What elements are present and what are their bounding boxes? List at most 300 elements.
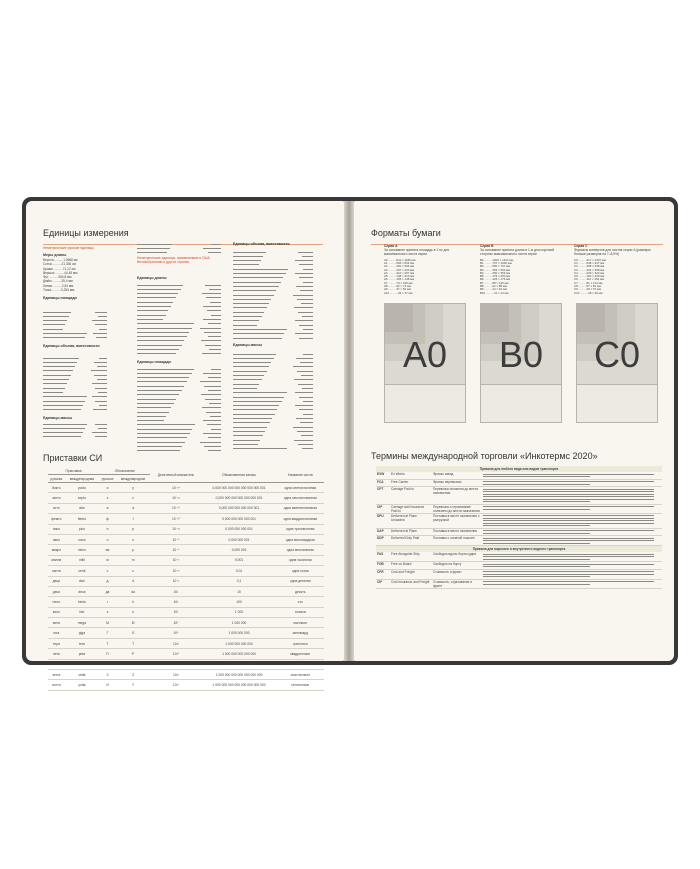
si-cell: с [99,566,116,576]
si-cell: G [116,628,151,638]
diagram-c0-label: C0 [593,334,641,375]
si-cell: 10⁹ [150,628,201,638]
si-cell: одна десятая [277,576,324,586]
si-cell: exa [65,659,99,669]
incoterms-en: Delivered at Place Unloaded [390,513,432,528]
series-description: За основание принята площадь в 1 м² для максимального листа серии [384,248,450,257]
si-cell: 10⁻¹⁸ [150,503,201,513]
si-cell: 10¹⁵ [150,649,201,659]
si-cell: пета [48,649,65,659]
series-size-row: B6 ..........125 × 176 мм [480,278,511,282]
si-cell: 10⁻² [150,566,201,576]
si-cell: 0,000 000 000 000 000 000 000 001 [202,483,277,493]
series-size-row: A6 ..........105 × 148 мм [384,278,415,282]
si-cell: f [116,514,151,524]
si-cell: 0,000 000 000 000 000 001 [202,503,277,513]
mass-heading: Единицы массы [43,416,73,420]
si-cell: milli [65,555,99,565]
series-size-row: C3 ..........324 × 458 мм [574,268,605,272]
series-size-row: C0 ..........917 × 1297 мм [574,258,606,262]
si-cell: giga [65,628,99,638]
col3-volume-heading: Единицы объема, вместимости [233,242,290,246]
si-cell: m [116,555,151,565]
series-name: Серия C [574,244,588,248]
units-title: Единицы измерения [43,228,129,238]
si-cell: М [99,618,116,628]
si-row [48,514,324,524]
si-cell: квадриллион [277,649,324,659]
series-size-row: B9 ..........44 × 62 мм [480,288,507,292]
si-cell: k [116,607,151,617]
si-cell: 10² [150,597,201,607]
si-subheader-russian-symbol: русское [99,475,116,483]
si-cell: гекто [48,597,65,607]
si-cell: 0,000 000 000 000 000 000 001 [202,493,277,503]
col3-mass-heading: Единицы массы [233,343,263,347]
fine-print-line [233,447,313,451]
incoterms-en: Ex Works [390,472,432,479]
incoterms-en: Free Carrier [390,479,432,487]
si-subheader-russian: русская [48,475,65,483]
series-size-row: B10 ..........31 × 44 мм [480,291,509,295]
si-cell: da [116,586,151,596]
si-row [48,534,324,544]
si-cell: E [116,659,151,669]
si-cell: ф [99,514,116,524]
si-cell: T [116,638,151,648]
si-cell: деци [48,576,65,586]
si-row [48,680,324,690]
si-cell: 10⁻³ [150,555,201,565]
si-cell: 10⁻²¹ [150,493,201,503]
incoterms-row [376,487,662,505]
series-size-row: A10 ..........26 × 37 мм [384,291,413,295]
incoterms-code: FAS [376,552,390,562]
si-header-number-name: Название числа [277,467,324,483]
si-cell: Г [99,628,116,638]
incoterms-description [482,479,662,487]
si-cell: 10⁻²⁴ [150,483,201,493]
si-row [48,493,324,503]
si-cell: десять [277,586,324,596]
si-cell: мк [99,545,116,555]
si-cell: peta [65,649,99,659]
si-cell: n [116,534,151,544]
si-cell: y [116,483,151,493]
incoterms-row [376,504,662,513]
si-cell: 10⁶ [150,618,201,628]
si-cell: mega [65,618,99,628]
si-cell: одна триллионная [277,524,324,534]
si-cell: зепто [48,493,65,503]
series-size-row: C7 ..........81 × 114 мм [574,281,603,285]
si-row [48,524,324,534]
si-cell: одна тысячная [277,555,324,565]
incoterms-row [376,536,662,546]
incoterms-description [482,487,662,505]
si-cell: з [99,493,116,503]
si-cell: г [99,597,116,607]
col3-mass-table [233,352,313,451]
series-a-block [384,244,464,295]
si-cell: 1 000 000 000 000 000 000 000 [202,670,277,680]
incoterms-ru: Франко перевозчик [432,479,482,487]
si-cell: а [99,503,116,513]
notebook-spine [344,201,354,661]
si-cell: одна квадриллионная [277,514,324,524]
fine-print-line [137,251,221,255]
series-size-row: C5 ..........162 × 229 мм [574,275,605,279]
si-cell: З [99,670,116,680]
si-cell: pico [65,524,99,534]
si-cell: миллиард [277,628,324,638]
fine-print-line [43,408,107,412]
series-size-row: B7 ..........88 × 125 мм [480,281,509,285]
si-cell: 10¹² [150,638,201,648]
si-row [48,649,324,659]
si-cell: пико [48,524,65,534]
si-cell: иотта [48,680,65,690]
si-cell: мега [48,618,65,628]
si-cell: h [116,597,151,607]
si-header-symbol: Обозначение [99,467,150,475]
si-cell: P [116,649,151,659]
incoterms-row [376,472,662,479]
series-size-row: B3 ..........353 × 500 мм [480,268,511,272]
incoterms-code: FOB [376,562,390,570]
si-cell: м [99,555,116,565]
col2-length-table [137,283,221,356]
incoterms-en: Free on Board [390,562,432,570]
si-subheader-international: международная [65,475,99,483]
incoterms-code: DDP [376,536,390,546]
incoterms-en: Delivered at Place [390,528,432,536]
incoterms-description [482,504,662,513]
series-size-row: B5 ..........176 × 250 мм [480,275,511,279]
si-cell: 10¹ [150,586,201,596]
si-cell: кило [48,607,65,617]
si-cell: micro [65,545,99,555]
incoterms-code: EXW [376,472,390,479]
si-cell: одна септиллионная [277,483,324,493]
si-cell: тера [48,638,65,648]
mass-table [43,422,107,439]
series-size-row: C2 ..........458 × 648 мм [574,265,605,269]
incoterms-en: Carriage Paid to [390,487,432,505]
series-description: Форматы конвертов для листов серии A (размеры больше размеров на 7–8,5%) [574,248,651,257]
si-cell: Y [116,680,151,690]
incoterms-row [376,528,662,536]
si-cell: deca [65,586,99,596]
length-row: Фут ..........304,8 мм [43,275,72,280]
si-row [48,483,324,493]
si-cell: deci [65,576,99,586]
si-cell: милли [48,555,65,565]
red-note-us-units: Неметрические единицы, применяемые в США, Великобритании и других странах [137,256,211,265]
si-cell: p [116,524,151,534]
si-prefixes-table [48,467,324,691]
si-cell: yotta [65,680,99,690]
incoterms-en: Cost and Freight [390,569,432,579]
series-size-row: B4 ..........250 × 353 мм [480,271,511,275]
diagram-b0-label: B0 [498,334,544,375]
si-cell: yocto [65,483,99,493]
si-cell: санти [48,566,65,576]
series-b-block [480,244,560,295]
si-cell: atto [65,503,99,513]
series-size-row: C1 ..........648 × 917 мм [574,261,605,265]
si-cell: и [99,483,116,493]
incoterms-ru: Стоимость и фрахт [432,569,482,579]
si-cell: zetta [65,670,99,680]
si-row [48,576,324,586]
series-size-row: B0 ..........1000 × 1414 мм [480,258,514,262]
si-cell: одна миллиардная [277,534,324,544]
si-row [48,597,324,607]
incoterms-description [482,552,662,562]
si-row [48,628,324,638]
si-cell: зетта [48,670,65,680]
si-cell: zepto [65,493,99,503]
col3-volume-table [233,250,313,340]
si-cell: 10⁻⁶ [150,545,201,555]
si-cell: секстиллион [277,670,324,680]
si-cell: И [99,680,116,690]
si-cell: фемто [48,514,65,524]
si-cell: 10²¹ [150,670,201,680]
incoterms-ru: Поставка с оплатой пошлин [432,536,482,546]
incoterms-ru: Перевозка оплачена до места назначения [432,487,482,505]
si-row [48,670,324,680]
incoterms-description [482,472,662,479]
incoterms-section-header: Правила для любого вида или видов транспорта [376,466,662,472]
si-cell: одна сотая [277,566,324,576]
si-cell: 0,1 [202,576,277,586]
si-cell: сто [277,597,324,607]
series-size-row: A3 ..........297 × 420 мм [384,268,415,272]
si-cell: 1 000 000 000 [202,628,277,638]
si-cell: 10³ [150,607,201,617]
si-cell: z [116,493,151,503]
incoterms-row [376,513,662,528]
length-row: Точка ..........0,254 мм [43,288,75,293]
length-row: Вершок ..........44,45 мм [43,270,78,275]
si-cell: йокто [48,483,65,493]
si-cell: 10 [202,586,277,596]
series-size-row: A7 ..........74 × 105 мм [384,281,413,285]
si-cell: 0,000 000 000 000 001 [202,514,277,524]
incoterms-code: FCA [376,479,390,487]
incoterms-code: CFR [376,569,390,579]
col2-length-heading: Единицы длины [137,276,167,280]
si-cell: 1 000 000 [202,618,277,628]
length-row: Верста ..........1,0668 км [43,258,78,262]
si-cell: н [99,534,116,544]
incoterms-description [482,536,662,546]
si-cell: 10⁻⁹ [150,534,201,544]
si-cell: квинтиллион [277,659,324,669]
si-cell: одна квинтиллионная [277,503,324,513]
series-name: Серия А [384,244,398,248]
si-cell: kilo [65,607,99,617]
si-cell: 1 000 000 000 000 [202,638,277,648]
red-note-russian-units: Неметрические русские единицы [43,246,94,250]
incoterms-code: CIP [376,504,390,513]
incoterms-table [376,466,662,589]
si-cell: септиллион [277,680,324,690]
incoterms-code: CPT [376,487,390,505]
si-cell: 10²⁴ [150,680,201,690]
incoterms-en: Free Alongside Ship [390,552,432,562]
incoterms-description [482,569,662,579]
si-row [48,566,324,576]
si-prefixes-title: Приставки СИ [43,453,103,463]
series-size-row: C9 ..........40 × 57 мм [574,288,602,292]
incoterms-section-header: Правила для морского и внутреннего водного транспорта [376,546,662,553]
si-cell: 100 [202,597,277,607]
fine-print-line [43,435,107,439]
incoterms-code: CIF [376,579,390,588]
series-description: За основание принята длина в 1 м для короткой стороны максимального листа серии [480,248,555,257]
si-cell: микро [48,545,65,555]
si-cell: μ [116,545,151,555]
diagram-c-series [576,303,658,423]
si-header-multiplier: Десятичный множитель [150,467,201,483]
incoterms-description [482,528,662,536]
si-header-prefix: Приставка [48,467,99,475]
series-c-block [574,244,662,295]
si-cell: 10⁻¹ [150,576,201,586]
si-cell: триллион [277,638,324,648]
si-cell: тысяча [277,607,324,617]
incoterms-code: DAP [376,528,390,536]
incoterms-ru: Перевозка и страхование оплачены до места назначения [432,504,482,513]
si-row [48,555,324,565]
si-cell: 0,000 000 001 [202,534,277,544]
series-size-row: A8 ..........52 × 74 мм [384,284,411,288]
si-header-notation: Обыкновенная запись [202,467,277,483]
si-cell: 0,01 [202,566,277,576]
series-size-row: A2 ..........420 × 594 мм [384,265,415,269]
length-heading: Меры длины [43,253,67,257]
incoterms-row [376,552,662,562]
si-cell: экса [48,659,65,669]
si-cell: П [99,649,116,659]
series-size-row: A0 ..........841 × 1189 мм [384,258,416,262]
si-row [48,638,324,648]
si-cell: c [116,566,151,576]
incoterms-description [482,579,662,588]
si-cell: 10¹⁸ [150,659,201,669]
series-size-row: B1 ..........707 × 1000 мм [480,261,512,265]
si-cell: femto [65,514,99,524]
si-cell: одна секстиллионная [277,493,324,503]
diagram-b-series [480,303,562,423]
si-cell: 1 000 [202,607,277,617]
series-size-row: A1 ..........594 × 841 мм [384,261,415,265]
fine-print-line [137,352,221,356]
area-heading: Единицы площади [43,296,77,300]
si-cell: дека [48,586,65,596]
si-cell: миллион [277,618,324,628]
diagram-a0-label: A0 [402,334,448,375]
si-cell: атто [48,503,65,513]
si-cell: 0,000 000 000 001 [202,524,277,534]
series-size-row: C6 ..........114 × 162 мм [574,278,605,282]
si-cell: hecto [65,597,99,607]
si-cell: centi [65,566,99,576]
si-row [48,545,324,555]
volume-table [43,356,107,412]
series-size-row: A9 ..........37 × 52 мм [384,288,411,292]
incoterms-ru: Стоимость, страхование и фрахт [432,579,482,588]
si-cell: 0,001 [202,555,277,565]
incoterms-ru: Поставка в место назначения [432,528,482,536]
length-row: Аршин ..........71,12 см [43,266,76,271]
si-row [48,659,324,669]
series-size-row: C8 ..........57 × 81 мм [574,284,602,288]
incoterms-en: Carriage and Insurance Paid to [390,504,432,513]
si-cell: д [99,576,116,586]
incoterms-description [482,562,662,570]
si-cell: 10⁻¹² [150,524,201,534]
col2-area-heading: Единицы площади [137,360,171,364]
incoterms-row [376,579,662,588]
incoterms-row [376,562,662,570]
si-cell: 0,000 001 [202,545,277,555]
length-row: Линия ..........2,54 мм [43,283,74,288]
incoterms-row [376,479,662,487]
si-cell: 1 000 000 000 000 000 [202,649,277,659]
si-cell: одна миллионная [277,545,324,555]
incoterms-code: DPU [376,513,390,528]
series-size-row: B2 ..........500 × 707 мм [480,265,511,269]
si-cell: 1 000 000 000 000 000 000 [202,659,277,669]
length-table [43,258,107,292]
si-cell: d [116,576,151,586]
col2-top-table [137,242,221,255]
series-size-row: A4 ..........210 × 297 мм [384,271,415,275]
si-cell: да [99,586,116,596]
incoterms-description [482,513,662,528]
incoterms-en: Cost Insurance and Freight [390,579,432,588]
length-row: Сотка ..........21,336 см [43,262,76,267]
si-row [48,607,324,617]
volume-heading: Единицы объема, вместимости [43,344,100,348]
si-cell: tera [65,638,99,648]
si-subheader-international-symbol: международное [116,475,151,483]
incoterms-en: Delivered Duty Paid [390,536,432,546]
incoterms-ru: Франко завод [432,472,482,479]
series-size-row: C4 ..........229 × 324 мм [574,271,605,275]
incoterms-ru: Свободно на борту [432,562,482,570]
series-size-row: C10 ..........28 × 40 мм [574,291,603,295]
incoterms-ru: Свободно вдоль борта судна [432,552,482,562]
si-row [48,618,324,628]
si-row [48,503,324,513]
series-size-row: B8 ..........62 × 88 мм [480,284,507,288]
si-cell: nano [65,534,99,544]
si-row [48,586,324,596]
si-cell: гига [48,628,65,638]
si-cell: нано [48,534,65,544]
paper-formats-title: Форматы бумаги [371,228,441,238]
diagram-a-series [384,303,466,423]
length-row: Дюйм ..........25,4 мм [43,279,73,284]
si-cell: 1 000 000 000 000 000 000 000 000 [202,680,277,690]
si-cell: п [99,524,116,534]
fine-print-line [43,336,107,340]
